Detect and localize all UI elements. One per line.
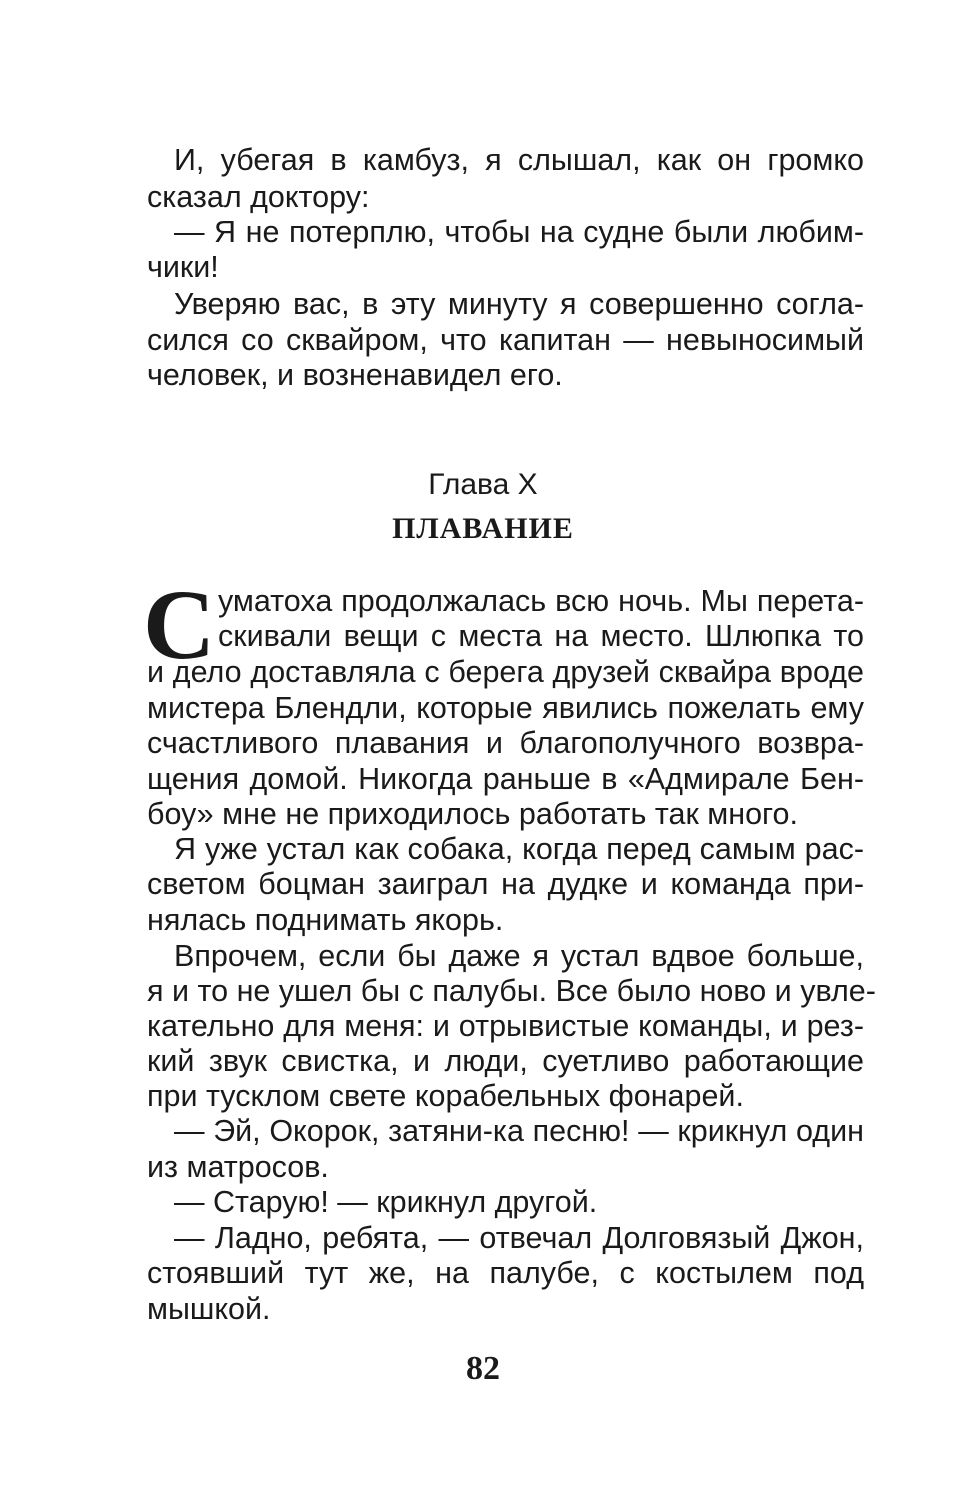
text-line: — Я не потерплю, чтобы на судне были любим-: [174, 215, 864, 249]
text-line: стоявший тут же, на палубе, с костылем под: [147, 1256, 864, 1290]
text-line: из матросов.: [147, 1150, 329, 1184]
text-line: И, убегая в камбуз, я слышал, как он громко: [174, 143, 864, 177]
text-line: кий звук свистка, и люди, суетливо работающие: [147, 1044, 864, 1078]
text-line: — Эй, Окорок, затяни-ка песню! — крикнул один: [174, 1114, 864, 1148]
text-line: человек, и возненавидел его.: [147, 358, 563, 392]
text-line: — Ладно, ребята, — отвечал Долговязый Джон,: [174, 1221, 864, 1255]
text-line: Впрочем, если бы даже я устал вдвое больше,: [174, 939, 864, 973]
text-line: я и то не ушел бы с палубы. Все было ново и увле-: [147, 974, 876, 1008]
chapter-label: Глава X: [428, 468, 538, 501]
text-line: светом боцман заиграл на дудке и команда при-: [147, 867, 864, 901]
text-line: щения домой. Никогда раньше в «Адмирале Бен-: [147, 762, 864, 796]
drop-cap: С: [143, 569, 216, 680]
text-line: — Старую! — крикнул другой.: [174, 1185, 598, 1219]
text-line: при тусклом свете корабельных фонарей.: [147, 1079, 744, 1113]
text-line: мистера Блендли, которые явились пожелать ему: [147, 691, 864, 725]
text-line: уматоха продолжалась всю ночь. Мы перета-: [218, 584, 864, 618]
text-line: и дело доставляла с берега друзей сквайра вроде: [147, 655, 864, 689]
text-line: Я уже устал как собака, когда перед самым рас-: [174, 832, 864, 866]
text-line: счастливого плавания и благополучного возвра-: [147, 726, 864, 760]
chapter-title: ПЛАВАНИЕ: [392, 512, 574, 545]
text-line: кательно для меня: и отрывистые команды, и рез-: [147, 1009, 864, 1043]
text-line: сился со сквайром, что капитан — невыносимый: [147, 323, 864, 357]
text-line: скивали вещи с места на место. Шлюпка то: [218, 619, 864, 653]
text-line: чики!: [147, 250, 219, 284]
page-number: 82: [466, 1350, 500, 1387]
text-line: мышкой.: [147, 1292, 271, 1326]
text-line: боу» мне не приходилось работать так много.: [147, 797, 798, 831]
text-line: нялась поднимать якорь.: [147, 903, 504, 937]
text-line: Уверяю вас, в эту минуту я совершенно согла-: [174, 287, 864, 321]
text-line: сказал доктору:: [147, 180, 370, 214]
